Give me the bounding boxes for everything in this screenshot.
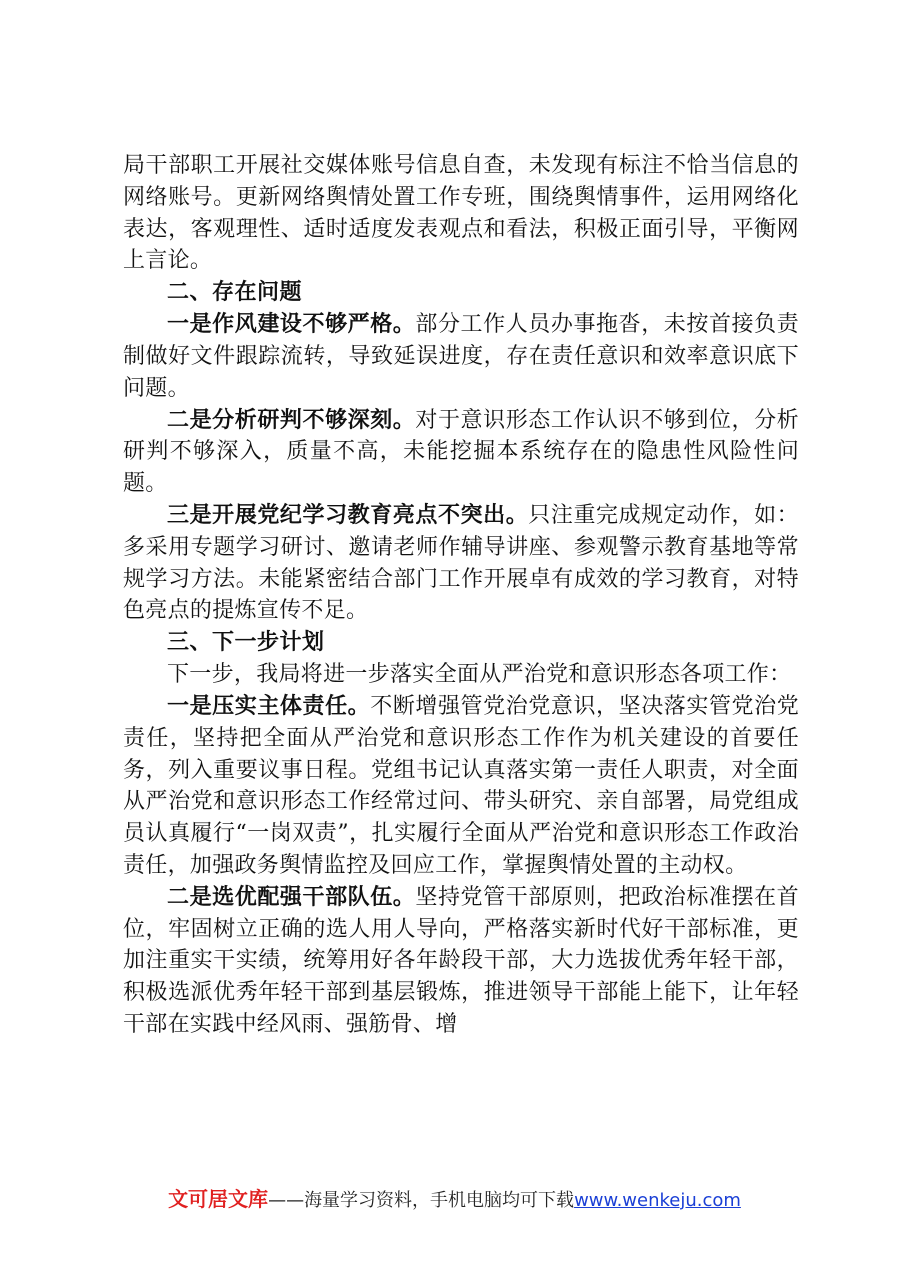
paragraph-problem-2: [123, 405, 799, 500]
section-heading-problems: 二、存在问题: [167, 280, 303, 306]
paragraph-next-intro: 下一步，我局将进一步落实全面从严治党和意识形态各项工作：: [167, 662, 792, 688]
footer-slogan: 海量学习资料，手机电脑均可下载: [304, 1190, 575, 1211]
footer-url-link[interactable]: www.wenkeju.com: [574, 1190, 741, 1211]
page-footer: [0, 1183, 909, 1212]
paragraph-problem-1: [123, 309, 799, 404]
paragraph-text: 对于意识形态工作认识不够到位，分析研判不够深入，质量不高，未能挖掘本系统存在的隐患性风险性问题。: [123, 407, 799, 497]
paragraph-problem-3: [123, 500, 799, 627]
paragraph-text: 只注重完成规定动作，如：多采用专题学习研讨、邀请老师作辅导讲座、参观警示教育基地等常规学习方法。未能紧密结合部门工作开展卓有成效的学习教育，对特色亮点的提炼宣传不足。: [123, 502, 799, 624]
section-heading-next-steps: 三、下一步计划: [167, 630, 325, 656]
paragraph-lead: 二是分析研判不够深刻。: [167, 407, 416, 433]
footer-brand: 文可居文库: [168, 1187, 269, 1211]
paragraph-text: 坚持党管干部原则，把政治标准摆在首位，牢固树立正确的选人用人导向，严格落实新时代好干部标准，更加注重实干实绩，统筹用好各年龄段干部，大力选拔优秀年轻干部，积极选派优秀年轻干部到基层锻炼，推进领导干部能上能下，让年轻干部在实践中经风雨、强筋骨、增: [123, 884, 799, 1037]
paragraph-text: 部分工作人员办事拖沓，未按首接负责制做好文件跟踪流转，导致延误进度，存在责任意识和效率意识底下问题。: [123, 312, 799, 401]
paragraph-text: 不断增强管党治党意识，坚决落实管党治党责任，坚持把全面从严治党和意识形态工作作为机关建设的首要任务，列入重要议事日程。党组书记认真落实第一责任人职责，对全面从严治党和意识形态工作经常过问、带头研究、亲自部署，局党组成员认真履行“一岗双责”，扎实履行全面从严治党和意识形态工作政治责任，加强政务舆情监控及回应工作，掌握舆情处置的主动权。: [123, 693, 799, 878]
paragraph-plan-1: [123, 691, 799, 882]
paragraph-lead: 一是作风建设不够严格。: [167, 312, 416, 338]
paragraph-continued: 局干部职工开展社交媒体账号信息自查，未发现有标注不恰当信息的网络账号。更新网络舆情处置工作专班，围绕舆情事件，运用网络化表达，客观理性、适时适度发表观点和看法，积极正面引导，平衡网上言论。: [123, 153, 799, 274]
paragraph-lead: 三是开展党纪学习教育亮点不突出。: [167, 502, 529, 528]
paragraph-lead: 一是压实主体责任。: [167, 693, 371, 719]
footer-dash: ——: [268, 1190, 305, 1211]
document-body: [123, 150, 799, 1041]
paragraph-lead: 二是选优配强干部队伍。: [167, 884, 416, 910]
paragraph-plan-2: [123, 882, 799, 1041]
